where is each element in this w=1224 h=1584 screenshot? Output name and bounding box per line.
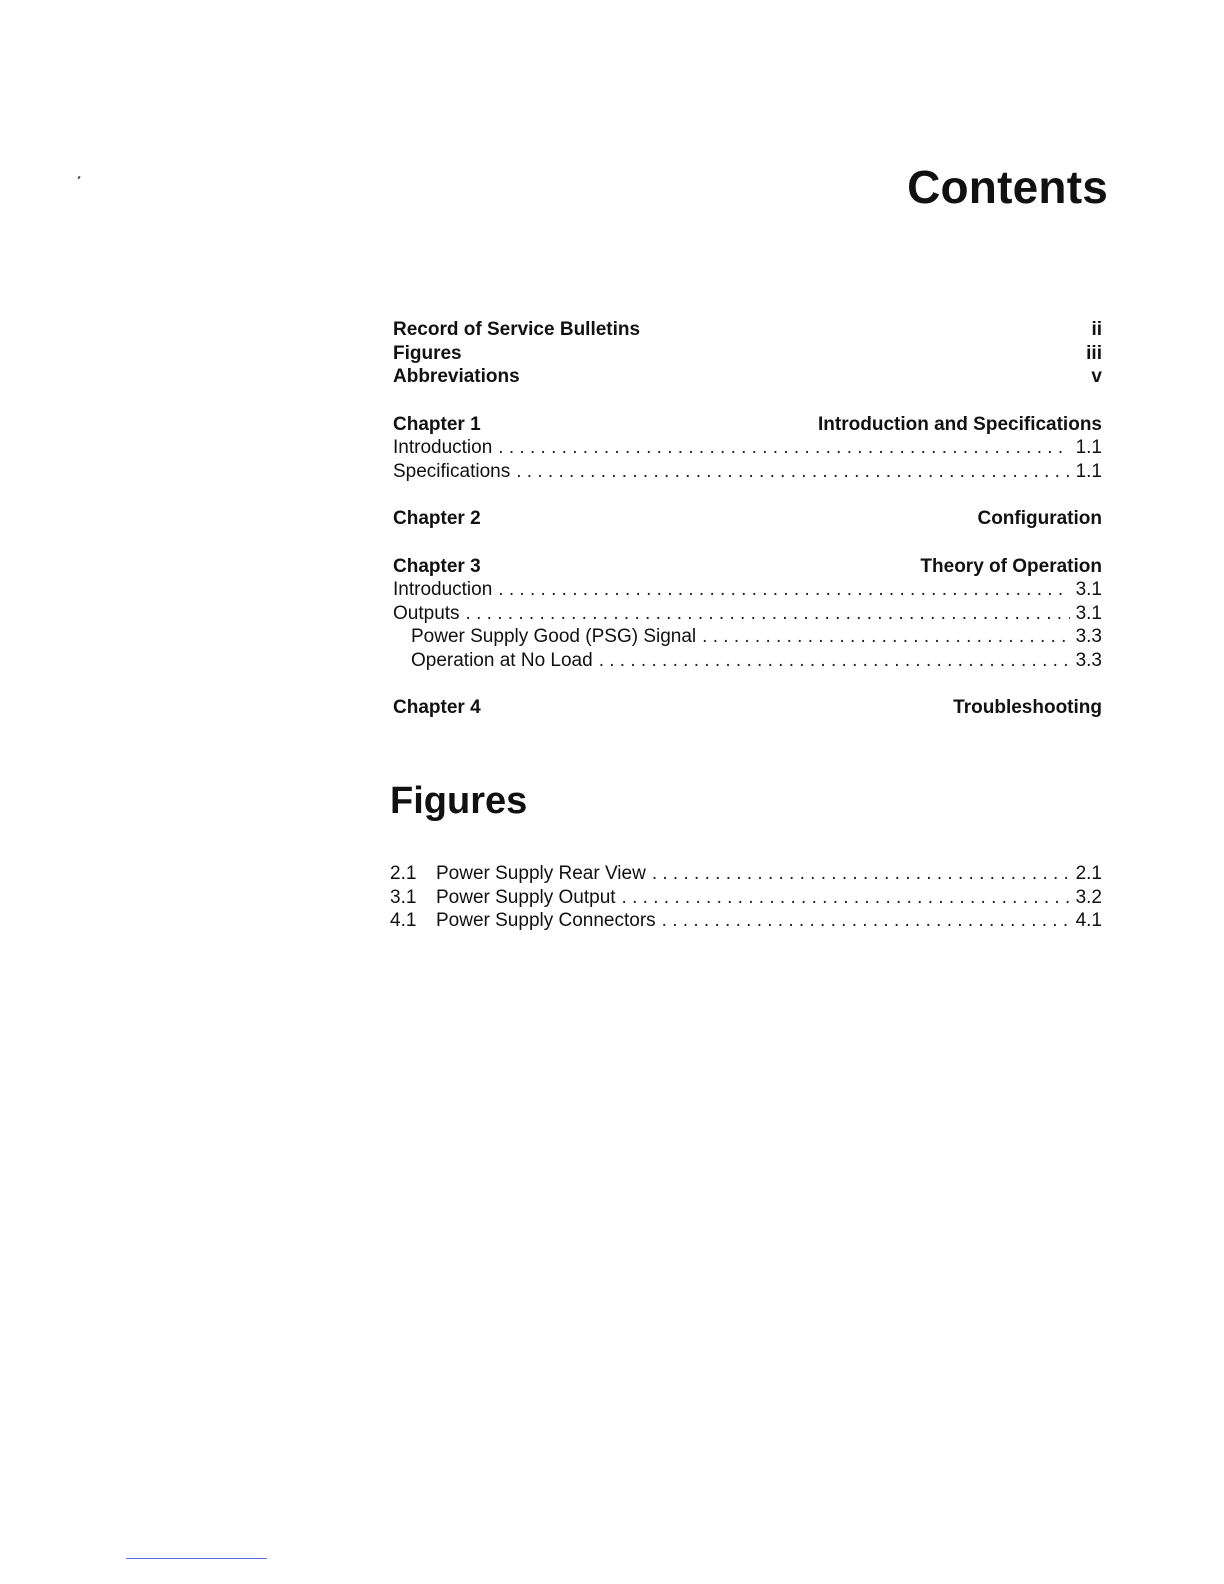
page-title: Contents bbox=[907, 161, 1108, 213]
toc-entry-page: 3.1 bbox=[1075, 602, 1102, 624]
toc-entry-page: 3.3 bbox=[1075, 649, 1102, 671]
chapter-number: Chapter 3 bbox=[393, 555, 481, 577]
dot-leader bbox=[702, 625, 1069, 649]
figure-entry[interactable] bbox=[390, 886, 1102, 910]
figure-label: Power Supply Connectors bbox=[436, 910, 656, 931]
dot-leader bbox=[622, 886, 1070, 910]
chapter-heading-4[interactable] bbox=[393, 696, 1102, 720]
dot-leader bbox=[662, 909, 1070, 933]
list-of-figures bbox=[390, 862, 1102, 933]
scan-speck bbox=[77, 176, 80, 180]
toc-entry-page: iii bbox=[1086, 342, 1102, 364]
toc-entry-service-bulletins[interactable] bbox=[393, 318, 1102, 342]
toc-entry-page: 3.3 bbox=[1075, 626, 1102, 647]
toc-entry-label: Abbreviations bbox=[393, 366, 520, 387]
dot-leader bbox=[516, 460, 1069, 484]
figures-section-title: Figures bbox=[390, 780, 528, 822]
toc-entry-page: v bbox=[1091, 366, 1102, 387]
figure-page: 2.1 bbox=[1075, 863, 1102, 884]
toc-entry[interactable] bbox=[393, 460, 1102, 484]
toc-entry-label: Operation at No Load bbox=[411, 649, 593, 671]
toc-entry-page: 3.1 bbox=[1075, 579, 1102, 600]
chapter-title: Configuration bbox=[977, 508, 1102, 529]
chapter-heading-1[interactable] bbox=[393, 413, 1102, 437]
toc-entry-page: 1.1 bbox=[1075, 460, 1102, 482]
chapter-number: Chapter 2 bbox=[393, 508, 481, 529]
chapter-title: Troubleshooting bbox=[953, 697, 1102, 718]
toc-subentry[interactable] bbox=[393, 649, 1102, 673]
toc-entry-label: Introduction bbox=[393, 579, 493, 600]
toc-entry-label: Outputs bbox=[393, 602, 460, 624]
chapter-heading-3[interactable] bbox=[393, 555, 1102, 579]
table-of-contents bbox=[393, 318, 1102, 720]
toc-entry-label: Record of Service Bulletins bbox=[393, 319, 641, 340]
dot-leader bbox=[652, 862, 1070, 886]
figure-entry[interactable] bbox=[390, 862, 1102, 886]
toc-entry[interactable] bbox=[393, 578, 1102, 602]
figure-label: Power Supply Rear View bbox=[436, 863, 646, 884]
figure-number: 2.1 bbox=[390, 863, 417, 884]
toc-entry-figures[interactable] bbox=[393, 342, 1102, 366]
toc-entry-label: Power Supply Good (PSG) Signal bbox=[411, 626, 697, 647]
dot-leader bbox=[498, 436, 1069, 460]
chapter-title: Theory of Operation bbox=[920, 555, 1102, 577]
toc-entry-page: ii bbox=[1091, 319, 1102, 340]
chapter-number: Chapter 1 bbox=[393, 413, 481, 435]
figure-page: 4.1 bbox=[1075, 910, 1102, 931]
dot-leader bbox=[599, 649, 1070, 673]
chapter-title: Introduction and Specifications bbox=[818, 413, 1102, 435]
toc-entry-page: 1.1 bbox=[1075, 437, 1102, 458]
dot-leader bbox=[466, 602, 1070, 626]
figure-label: Power Supply Output bbox=[436, 886, 616, 908]
figure-entry[interactable] bbox=[390, 909, 1102, 933]
toc-entry[interactable] bbox=[393, 436, 1102, 460]
figure-number: 4.1 bbox=[390, 910, 417, 931]
toc-entry-label: Figures bbox=[393, 342, 462, 364]
toc-entry-abbreviations[interactable] bbox=[393, 365, 1102, 389]
toc-entry-label: Specifications bbox=[393, 460, 511, 482]
toc-entry-label: Introduction bbox=[393, 437, 493, 458]
toc-entry[interactable] bbox=[393, 602, 1102, 626]
toc-subentry[interactable] bbox=[393, 625, 1102, 649]
dot-leader bbox=[498, 578, 1069, 602]
figure-number: 3.1 bbox=[390, 886, 417, 908]
chapter-number: Chapter 4 bbox=[393, 697, 481, 718]
chapter-heading-2[interactable] bbox=[393, 507, 1102, 531]
footer-rule bbox=[126, 1558, 267, 1559]
figure-page: 3.2 bbox=[1075, 886, 1102, 908]
